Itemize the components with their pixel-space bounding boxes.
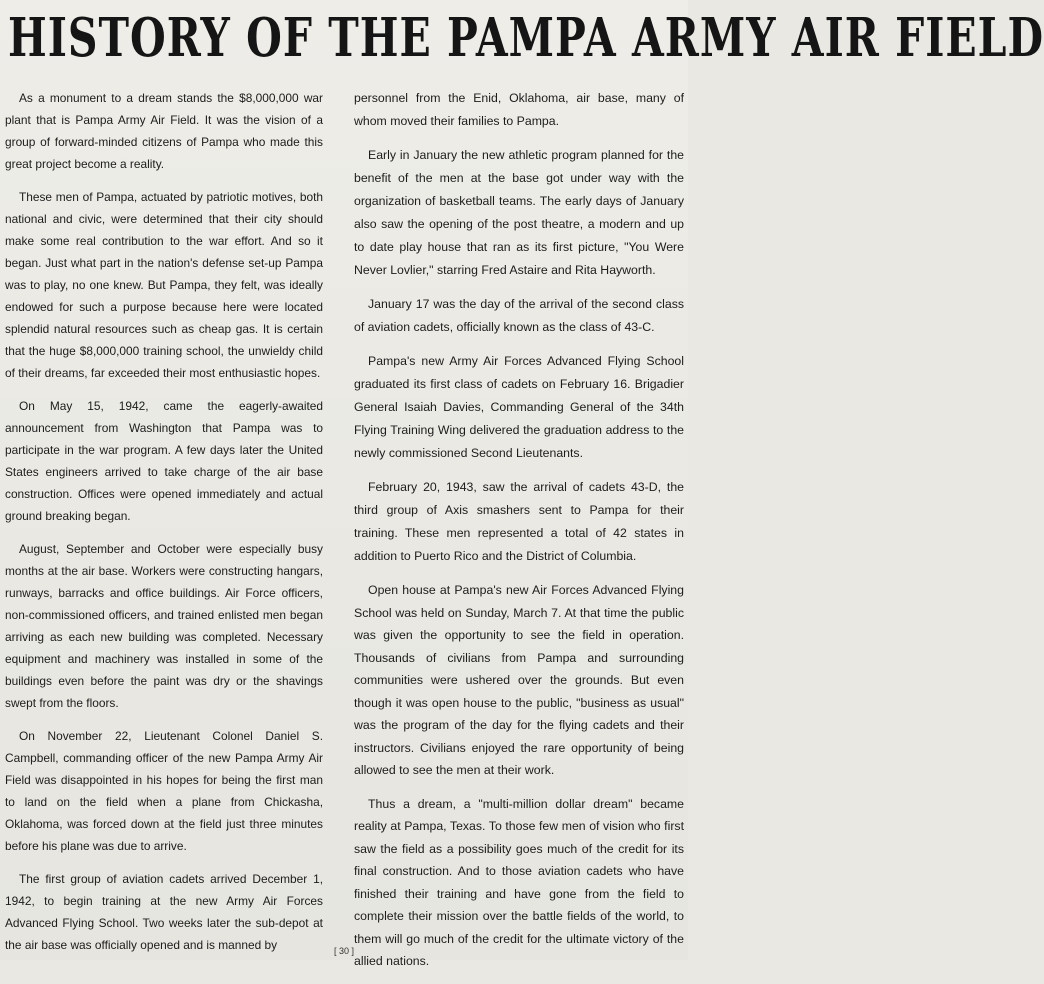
paragraph: As a monument to a dream stands the $8,000,000 war plant that is Pampa Army Air Field. It was the vision of a group of forward-minded citizens of Pampa who made this great project become a reality.	[5, 91, 323, 171]
paragraph: Open house at Pampa's new Air Forces Advanced Flying School was held on Sunday, March 7. At that time the public was given the opportunity to see the field in operation. Thousands of civilians from Pampa and surrounding communities were ushered over the grounds. But even though it was open house to the public, "business as usual" was the program of the day for the flying cadets and their instructors. Civilians enjoyed the rare opportunity of being allowed to see the men at their work.	[354, 583, 684, 777]
paragraph: Early in January the new athletic program planned for the benefit of the men at the base got under way with the organization of basketball teams. The early days of January also saw the opening of the post theatre, a modern and up to date play house that ran as its first picture, "You Were Never Lovlier," starring Fred Astaire and Rita Hayworth.	[354, 148, 684, 277]
paragraph: On November 22, Lieutenant Colonel Daniel S. Campbell, commanding officer of the new Pampa Army Air Field was disappointed in his hopes for being the first man to land on the field when a plane from Chickasha, Oklahoma, was forced down at the field just three minutes before his plane was due to arrive.	[5, 729, 323, 853]
paragraph: The first group of aviation cadets arrived December 1, 1942, to begin training at the new Army Air Forces Advanced Flying School. Two weeks later the sub-depot at the air base was officially opened and is manned by	[5, 872, 323, 952]
left-column	[5, 87, 323, 967]
paragraph: Thus a dream, a "multi-million dollar dream" became reality at Pampa, Texas. To those few men of vision who first saw the field as a possibility goes much of the credit for its final construction. And to those aviation cadets who have finished their training and have gone from the field to complete their mission over the battle fields of the world, to them will go much of the credit for the ultimate victory of the allied nations.	[354, 796, 684, 968]
page-title: HISTORY OF THE PAMPA ARMY AIR FIELD	[8, 6, 1044, 70]
paragraph: January 17 was the day of the arrival of the second class of aviation cadets, officially known as the class of 43-C.	[354, 297, 684, 334]
paragraph: August, September and October were especially busy months at the air base. Workers were constructing hangars, runways, barracks and office buildings. Air Force officers, non-commissioned officers, and trained enlisted men began arriving as each new building was completed. Necessary equipment and machinery was installed in some of the buildings even before the paint was dry or the shavings swept from the floors.	[5, 542, 323, 710]
page-number: [ 30 ]	[333, 946, 354, 956]
paragraph: February 20, 1943, saw the arrival of cadets 43-D, the third group of Axis smashers sent to Pampa for their training. These men represented a total of 42 states in addition to Puerto Rico and the District of Columbia.	[354, 480, 684, 563]
paragraph: Pampa's new Army Air Forces Advanced Flying School graduated its first class of cadets on February 16. Brigadier General Isaiah Davies, Commanding General of the 34th Flying Training Wing delivered the graduation address to the newly commissioned Second Lieutenants.	[354, 354, 684, 460]
paragraph: personnel from the Enid, Oklahoma, air base, many of whom moved their families to Pampa.	[354, 91, 684, 128]
right-column	[354, 87, 684, 984]
paragraph: On May 15, 1942, came the eagerly-awaited announcement from Washington that Pampa was to participate in the war program. A few days later the United States engineers arrived to take charge of the air base construction. Offices were opened immediately and actual ground breaking began.	[5, 399, 323, 523]
paragraph: These men of Pampa, actuated by patriotic motives, both national and civic, were determined that their city should make some real contribution to the war effort. And so it began. Just what part in the nation's defense set-up Pampa was to play, no one knew. But Pampa, they felt, was ideally endowed for such a purpose because here were located splendid natural resources such as cheap gas. It is certain that the huge $8,000,000 training school, the unwieldy child of their dreams, far exceeded their most enthusiastic hopes.	[5, 190, 323, 380]
